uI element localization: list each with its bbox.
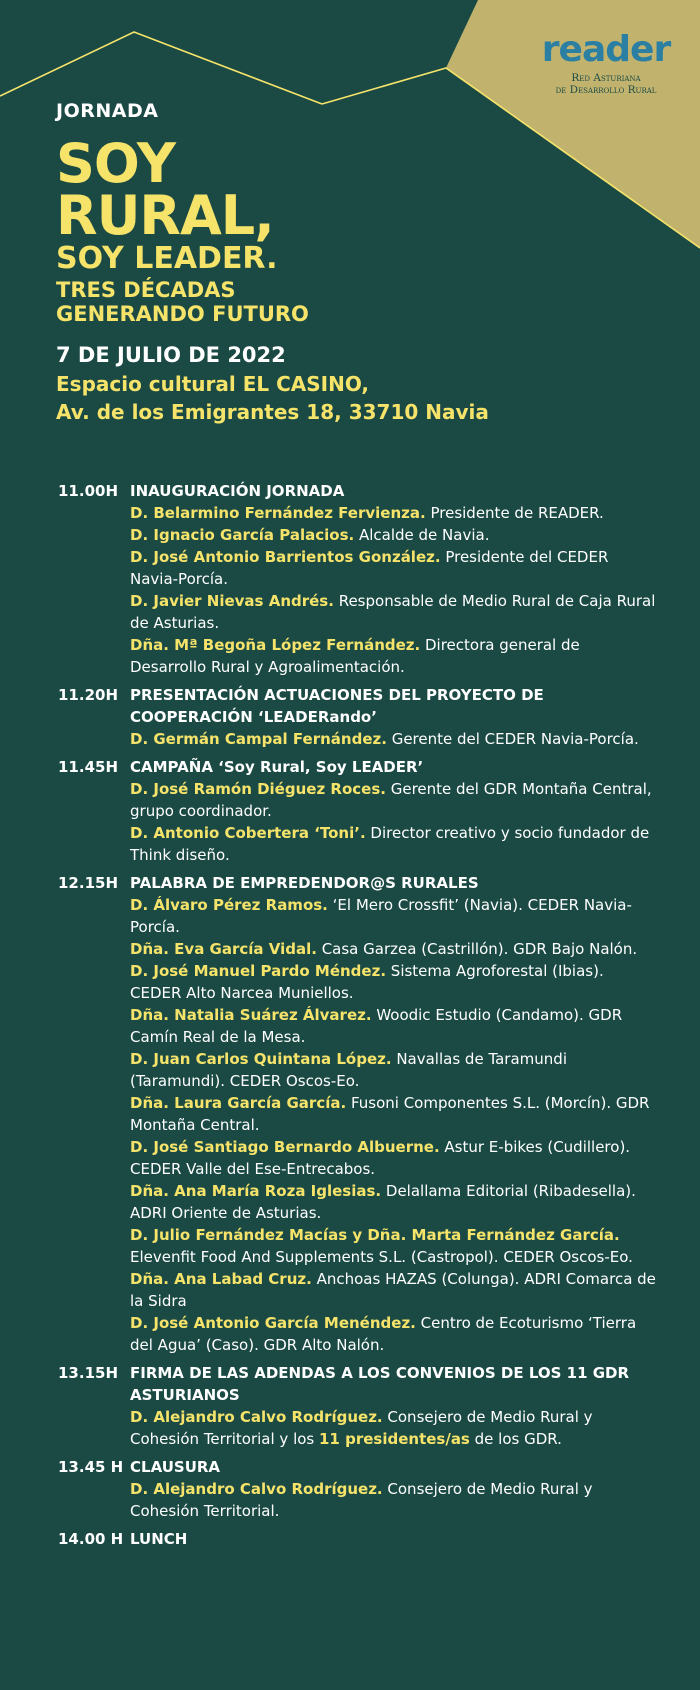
slot-content: [130, 480, 658, 678]
speaker-role: ‘El Mero Crossfit’ (Navia). CEDER Navia-Porcía.: [130, 896, 632, 936]
speaker-entry: [130, 1268, 658, 1312]
subtitle-line-1: TRES DÉCADAS: [56, 278, 236, 302]
slot-time: 11.20H: [58, 686, 118, 704]
speaker-entry: [130, 634, 658, 678]
speaker-entry: [130, 1180, 658, 1224]
program-slot: [58, 872, 658, 1356]
speaker-entry: [130, 1136, 658, 1180]
speaker-role: Elevenfit Food And Supplements S.L. (Castropol). CEDER Oscos-Eo.: [130, 1248, 633, 1266]
speaker-role: Fusoni Componentes S.L. (Morcín). GDR Montaña Central.: [130, 1094, 650, 1134]
slot-title: CLAUSURA: [130, 1458, 221, 1476]
speaker-role: Woodic Estudio (Candamo). GDR Camín Real de la Mesa.: [130, 1006, 623, 1046]
program-slot: [58, 756, 658, 866]
eyebrow-label: JORNADA: [56, 100, 159, 122]
speaker-name: Dña. Ana María Roza Iglesias.: [130, 1182, 382, 1200]
logo-wordmark: reader: [541, 29, 671, 70]
speaker-name: Dña. Eva García Vidal.: [130, 940, 317, 958]
speaker-role: Anchoas HAZAS (Colunga). ADRI Comarca de la Sidra: [130, 1270, 656, 1310]
program-slot: [58, 684, 658, 750]
venue-line-1: Espacio cultural EL CASINO,: [56, 372, 369, 396]
speaker-name: D. José Ramón Diéguez Roces.: [130, 780, 386, 798]
slot-time: 13.15H: [58, 1364, 118, 1382]
speaker-entry: [130, 1478, 658, 1522]
venue-line-2: Av. de los Emigrantes 18, 33710 Navia: [56, 400, 489, 424]
speaker-name: D. Alejandro Calvo Rodríguez.: [130, 1480, 383, 1498]
slot-title: PALABRA DE EMPREDENDOR@S RURALES: [130, 874, 479, 892]
program-schedule: [58, 480, 658, 1556]
speaker-role: Consejero de Medio Rural y Cohesión Territorial.: [130, 1480, 593, 1520]
speaker-name: D. José Antonio García Menéndez.: [130, 1314, 416, 1332]
speaker-name: D. Belarmino Fernández Fervienza.: [130, 504, 426, 522]
mountain-outline-left: [0, 32, 322, 104]
logo-subtitle-1: Red Asturiana: [571, 72, 641, 84]
event-header: [56, 100, 676, 426]
speaker-entry: [130, 1092, 658, 1136]
speaker-entry: [130, 1048, 658, 1092]
speaker-role: Centro de Ecoturismo ‘Tierra del Agua’ (Caso). GDR Alto Nalón.: [130, 1314, 637, 1354]
slot-title: FIRMA DE LAS ADENDAS A LOS CONVENIOS DE LOS 11 GDR ASTURIANOS: [130, 1364, 630, 1404]
speaker-role: Navallas de Taramundi (Taramundi). CEDER Oscos-Eo.: [130, 1050, 567, 1090]
speaker-entry: [130, 822, 658, 866]
subtitle-line-2: GENERANDO FUTURO: [56, 302, 309, 326]
speaker-name: Dña. Laura García García.: [130, 1094, 347, 1112]
logo-subtitle-2: de Desarrollo Rural: [555, 84, 657, 96]
speaker-role: Delallama Editorial (Ribadesella). ADRI Oriente de Asturias.: [130, 1182, 636, 1222]
slot-content: [130, 872, 658, 1356]
slot-content: [130, 756, 658, 866]
speaker-entry: [130, 960, 658, 1004]
title-line-1: SOY: [56, 132, 175, 195]
speaker-name: D. Antonio Cobertera ‘Toni’.: [130, 824, 366, 842]
speaker-entry: [130, 546, 658, 590]
title-line-2: RURAL,: [56, 184, 274, 247]
speaker-entry: [130, 938, 658, 960]
speaker-name: D. Ignacio García Palacios.: [130, 526, 355, 544]
speaker-entry: [130, 728, 658, 750]
speaker-role: Presidente de READER.: [425, 504, 604, 522]
speaker-role: Casa Garzea (Castrillón). GDR Bajo Nalón.: [316, 940, 638, 958]
speaker-entry: [130, 1312, 658, 1356]
speaker-role: Directora general de Desarrollo Rural y Agroalimentación.: [130, 636, 580, 676]
speaker-name: D. José Santiago Bernardo Albuerne.: [130, 1138, 440, 1156]
slot-content: [130, 1456, 658, 1522]
slot-time: 13.45 H: [58, 1458, 124, 1476]
slot-time: 14.00 H: [58, 1530, 124, 1548]
slot-content: [130, 1528, 658, 1550]
speaker-role: Presidente del CEDER Navia-Porcía.: [130, 548, 609, 588]
slot-title: INAUGURACIÓN JORNADA: [130, 482, 345, 500]
program-slot: [58, 480, 658, 678]
speaker-role: Responsable de Medio Rural de Caja Rural de Asturias.: [130, 592, 656, 632]
slot-time: 11.45H: [58, 758, 118, 776]
speaker-name: Dña. Ana Labad Cruz.: [130, 1270, 312, 1288]
speaker-entry: [130, 590, 658, 634]
speaker-entry: [130, 1004, 658, 1048]
speaker-name: D. Julio Fernández Macías y Dña. Marta Fernández García.: [130, 1226, 620, 1244]
slot-content: [130, 1362, 658, 1450]
event-date: 7 DE JULIO DE 2022: [56, 343, 286, 367]
speaker-name: Dña. Mª Begoña López Fernández.: [130, 636, 421, 654]
reader-logo: [536, 30, 676, 96]
speaker-entry: [130, 1224, 658, 1268]
speaker-name: Dña. Natalia Suárez Álvarez.: [130, 1006, 372, 1024]
slot-content: [130, 684, 658, 750]
speaker-highlight: 11 presidentes/as: [319, 1430, 470, 1448]
speaker-role: Alcalde de Navia.: [354, 526, 490, 544]
slot-title: LUNCH: [130, 1530, 188, 1548]
speaker-role-end: de los GDR.: [469, 1430, 562, 1448]
slot-time: 11.00H: [58, 482, 118, 500]
program-slot: [58, 1456, 658, 1522]
speaker-role: Director creativo y socio fundador de Think diseño.: [130, 824, 650, 864]
title-line-3: SOY LEADER.: [56, 241, 278, 276]
speaker-name: D. Alejandro Calvo Rodríguez.: [130, 1408, 383, 1426]
speaker-name: D. Álvaro Pérez Ramos.: [130, 896, 328, 914]
speaker-name: D. José Manuel Pardo Méndez.: [130, 962, 387, 980]
speaker-role: Gerente del CEDER Navia-Porcía.: [386, 730, 639, 748]
speaker-name: D. Juan Carlos Quintana López.: [130, 1050, 392, 1068]
speaker-entry: [130, 524, 658, 546]
speaker-role: Sistema Agroforestal (Ibias). CEDER Alto Narcea Muniellos.: [130, 962, 604, 1002]
speaker-name: D. José Antonio Barrientos González.: [130, 548, 441, 566]
speaker-entry: [130, 778, 658, 822]
speaker-role: Astur E-bikes (Cudillero). CEDER Valle del Ese-Entrecabos.: [130, 1138, 631, 1178]
speaker-entry: [130, 1406, 658, 1450]
program-slot: [58, 1528, 658, 1550]
speaker-entry: [130, 502, 658, 524]
slot-time: 12.15H: [58, 874, 118, 892]
slot-title: PRESENTACIÓN ACTUACIONES DEL PROYECTO DE COOPERACIÓN ‘LEADERando’: [130, 686, 544, 726]
speaker-entry: [130, 894, 658, 938]
speaker-role: Consejero de Medio Rural y Cohesión Territorial y los: [130, 1408, 593, 1448]
program-slot: [58, 1362, 658, 1450]
speaker-name: D. Germán Campal Fernández.: [130, 730, 387, 748]
speaker-role: Gerente del GDR Montaña Central, grupo coordinador.: [130, 780, 652, 820]
speaker-name: D. Javier Nievas Andrés.: [130, 592, 334, 610]
slot-title: CAMPAÑA ‘Soy Rural, Soy LEADER’: [130, 758, 424, 776]
